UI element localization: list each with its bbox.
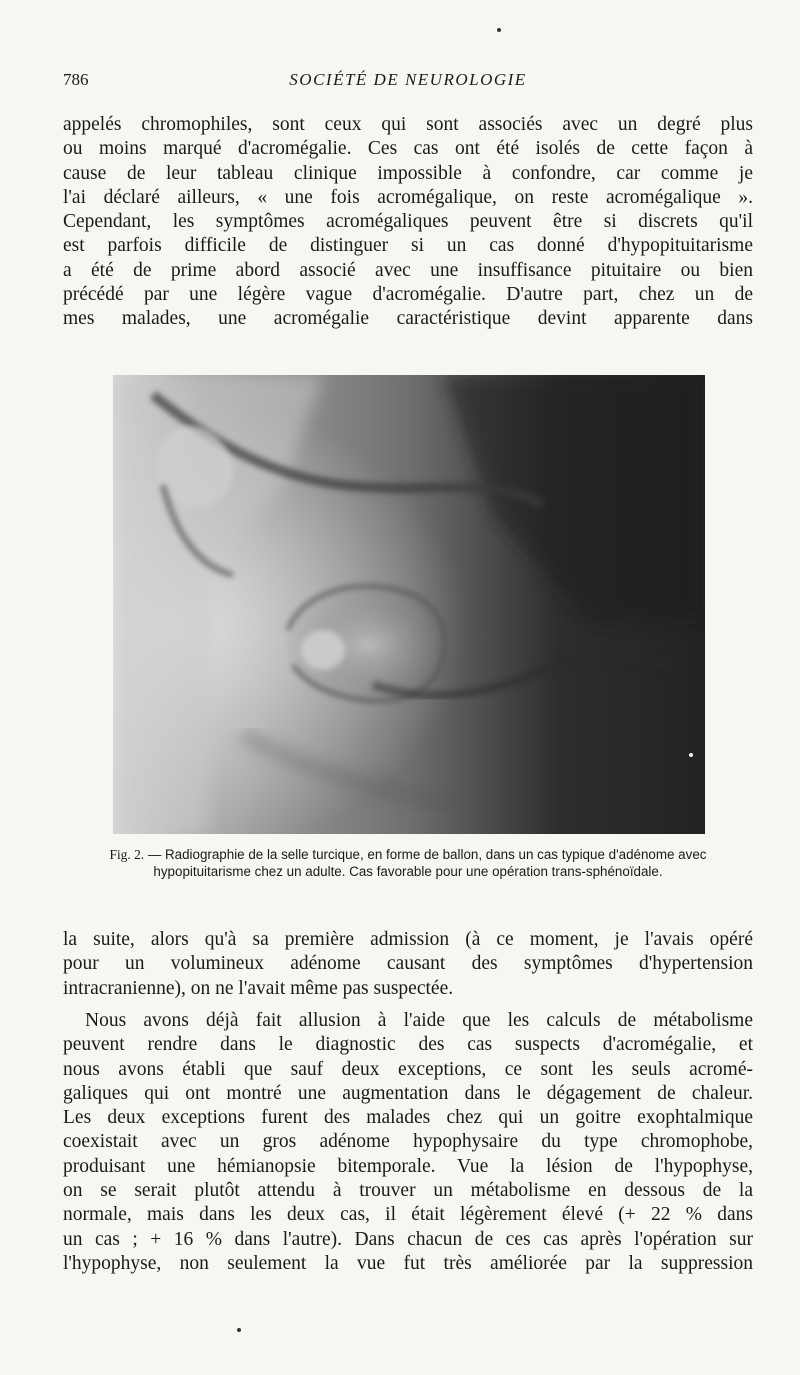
text-line: nous avons établi que sauf deux exceptions, ce sont les seuls acromé- — [63, 1058, 753, 1080]
text-line: peuvent rendre dans le diagnostic des cas suspects d'acromégalie, et — [63, 1034, 753, 1056]
text-line: l'hypophyse, non seulement la vue fut très améliorée par la suppression — [63, 1252, 753, 1274]
text-line: un cas ; + 16 % dans l'autre). Dans chacun de ces cas après l'opération sur — [63, 1228, 753, 1250]
text-line: normale, mais dans les deux cas, il était légèrement élevé (+ 22 % dans — [63, 1204, 753, 1226]
paragraph-bottom-1 — [63, 928, 753, 1001]
text-line: a été de prime abord associé avec une insuffisance pituitaire ou bien — [63, 259, 753, 281]
text-line: produisant une hémianopsie bitemporale. Vue la lésion de l'hypophyse, — [63, 1155, 753, 1177]
text-line: appelés chromophiles, sont ceux qui sont associés avec un degré plus — [63, 114, 753, 135]
text-line: cause de leur tableau clinique impossible à confondre, car comme je — [63, 162, 753, 184]
text-line: est parfois difficile de distinguer si un cas donné d'hypopituitarisme — [63, 235, 753, 257]
paragraph-bottom-2 — [63, 1009, 753, 1276]
text-line: ou moins marqué d'acromégalie. Ces cas ont été isolés de cette façon à — [63, 138, 753, 160]
text-line: intracranienne), on ne l'avait même pas suspectée. — [63, 977, 454, 999]
xray-figure — [113, 375, 705, 834]
figure-caption-text: — Radiographie de la selle turcique, en forme de ballon, dans un cas typique d'adénome avec hypopituitarisme chez un adulte. Cas favorable pour une opération trans-sphénoïdale. — [144, 847, 707, 879]
text-line: l'ai déclaré ailleurs, « une fois acromégalique, on reste acromégalique ». — [63, 186, 753, 208]
text-line: Les deux exceptions furent des malades chez qui un goitre exophtalmique — [63, 1107, 753, 1129]
print-speck — [237, 1328, 241, 1332]
text-line: Nous avons déjà fait allusion à l'aide que les calculs de métabolisme — [85, 1010, 753, 1031]
page-header — [63, 70, 753, 94]
running-title: SOCIÉTÉ DE NEUROLOGIE — [289, 70, 527, 89]
print-speck — [497, 28, 501, 32]
page-number: 786 — [63, 70, 89, 89]
figure-caption — [63, 846, 753, 880]
figure-label: Fig. 2. — [109, 847, 145, 862]
paragraph-top — [63, 113, 753, 332]
xray-image — [113, 375, 705, 834]
text-line: galiques qui ont montré une augmentation dans le dégagement de chaleur. — [63, 1082, 753, 1104]
text-line: coexistait avec un gros adénome hypophysaire du type chromophobe, — [63, 1131, 753, 1153]
text-line: pour un volumineux adénome causant des symptômes d'hypertension — [63, 953, 753, 975]
text-line: mes malades, une acromégalie caractéristique devint apparente dans — [63, 308, 753, 330]
text-line: précédé par une légère vague d'acromégalie. D'autre part, chez un de — [63, 284, 753, 306]
text-line: on se serait plutôt attendu à trouver un métabolisme en dessous de la — [63, 1180, 753, 1202]
text-line: la suite, alors qu'à sa première admission (à ce moment, je l'avais opéré — [63, 929, 753, 950]
text-line: Cependant, les symptômes acromégaliques peuvent être si discrets qu'il — [63, 211, 753, 233]
